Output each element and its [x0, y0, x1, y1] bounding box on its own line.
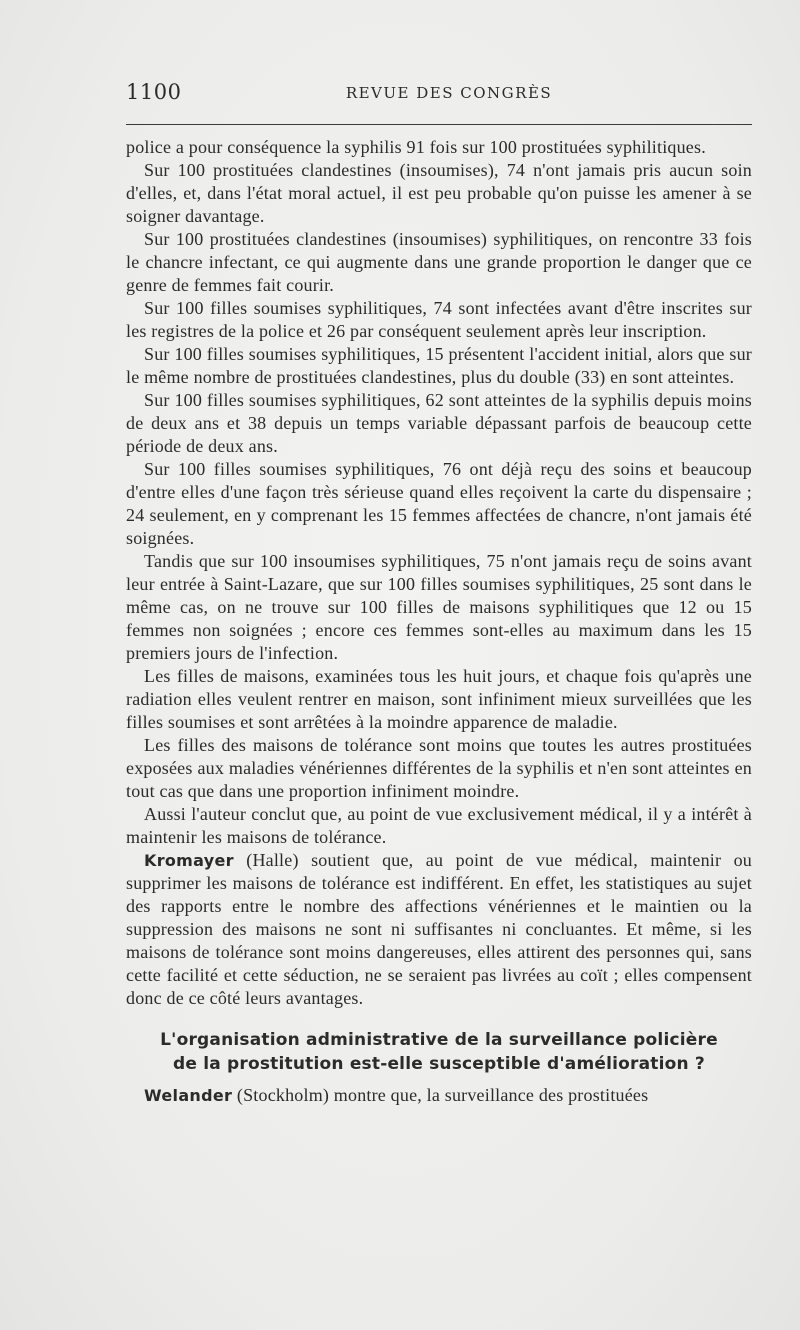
header-rule: [126, 124, 752, 125]
section-heading-line: L'organisation administrative de la surveillance policière: [160, 1030, 718, 1050]
author-name: Welander: [144, 1086, 233, 1105]
paragraph: Sur 100 filles soumises syphilitiques, 62 sont atteintes de la syphilis depuis moins de deux ans et 38 depuis un temps variable dépassant parfois de beaucoup cette période de deux ans.: [126, 390, 752, 456]
page-header: [126, 80, 752, 108]
paragraph: Sur 100 filles soumises syphilitiques, 15 présentent l'accident initial, alors que sur le même nombre de prostituées clandestines, plus du double (33) en sont atteintes.: [126, 344, 752, 387]
paragraph: Sur 100 filles soumises syphilitiques, 76 ont déjà reçu des soins et beaucoup d'entre elles d'une façon très sérieuse quand elles reçoivent la carte du dispensaire ; 24 seulement, en y comprenant les 15 femmes affectées de chancre, n'ont jamais été soignées.: [126, 459, 752, 548]
paragraph: Les filles de maisons, examinées tous les huit jours, et chaque fois qu'après une radiation elles veulent rentrer en maison, sont infiniment mieux surveillées que les filles soumises et sont arrêtées à la moindre apparence de maladie.: [126, 666, 752, 732]
paragraph: Sur 100 prostituées clandestines (insoumises) syphilitiques, on rencontre 33 fois le chancre infectant, ce qui augmente dans une grande proportion le danger que ce genre de femmes fait courir.: [126, 229, 752, 295]
section-heading: [126, 1028, 752, 1076]
welander-paragraph: [126, 1084, 752, 1107]
paragraph: police a pour conséquence la syphilis 91 fois sur 100 prostituées syphilitiques.: [126, 137, 706, 157]
paragraph: Sur 100 filles soumises syphilitiques, 74 sont infectées avant d'être inscrites sur les registres de la police et 26 par conséquent seulement après leur inscription.: [126, 298, 752, 341]
paragraph-text: (Halle) soutient que, au point de vue médical, maintenir ou supprimer les maisons de tolérance est indifférent. En effet, les statistiques au sujet des rapports entre le nombre des affections vénériennes et le maintien ou la suppression des maisons ne sont ni suffisantes ni concluantes. Et même, si les maisons de tolérance sont moins dangereuses, elles attirent des personnes qui, sans cette facilité et cette séduction, ne se seraient pas livrées au coït ; elles compensent donc de ce côté leurs avantages.: [126, 850, 752, 1008]
section-heading-line: de la prostitution est-elle susceptible d'amélioration ?: [173, 1054, 705, 1074]
kromayer-paragraph: [126, 849, 752, 1010]
body-text: [126, 136, 752, 1107]
paragraph: Aussi l'auteur conclut que, au point de vue exclusivement médical, il y a intérêt à maintenir les maisons de tolérance.: [126, 804, 752, 847]
paragraph-text: (Stockholm) montre que, la surveillance des prostituées: [232, 1085, 649, 1105]
paragraph: Sur 100 prostituées clandestines (insoumises), 74 n'ont jamais pris aucun soin d'elles, et, dans l'état moral actuel, il est peu probable qu'on puisse les amener à se soigner davantage.: [126, 160, 752, 226]
page-number: 1100: [126, 80, 182, 104]
paragraph: Les filles des maisons de tolérance sont moins que toutes les autres prostituées exposées aux maladies vénériennes différentes de la syphilis et n'en sont atteintes en tout cas que dans une proportion infiniment moindre.: [126, 735, 752, 801]
paragraph: Tandis que sur 100 insoumises syphilitiques, 75 n'ont jamais reçu de soins avant leur entrée à Saint-Lazare, que sur 100 filles soumises syphilitiques, 25 sont dans le même cas, on ne trouve sur 100 filles de maisons syphilitiques que 12 ou 15 femmes non soignées ; encore ces femmes sont-elles au maximum dans les 15 premiers jours de l'infection.: [126, 551, 752, 663]
author-name: Kromayer: [144, 851, 234, 870]
running-head: REVUE DES CONGRÈS: [345, 84, 553, 102]
